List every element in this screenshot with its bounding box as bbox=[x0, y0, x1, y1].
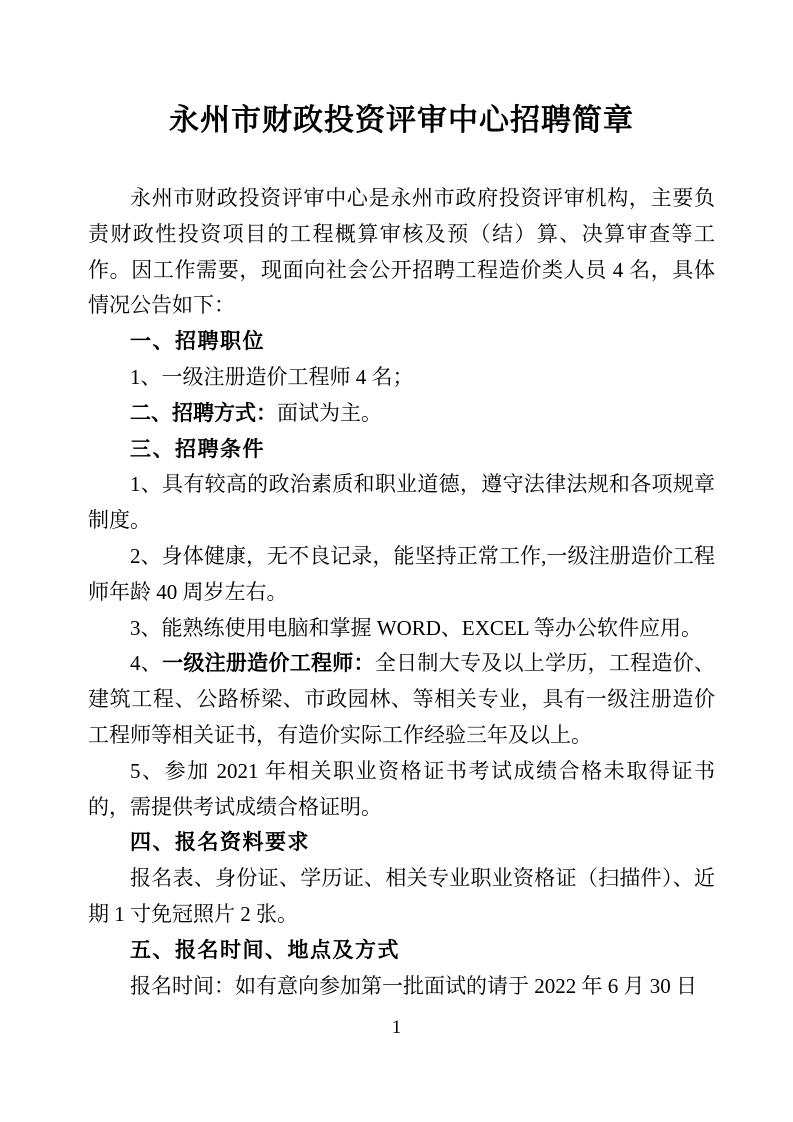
document-body bbox=[88, 181, 715, 1004]
section-2-heading: 二、招聘方式： bbox=[130, 401, 277, 425]
section-3-item-3: 3、能熟练使用电脑和掌握 WORD、EXCEL 等办公软件应用。 bbox=[130, 615, 703, 640]
section-4-item-1: 报名表、身份证、学历证、相关专业职业资格证（扫描件）、近期 1 寸免冠照片 2 张。 bbox=[88, 866, 715, 926]
paragraph-intro: 永州市财政投资评审中心是永州市政府投资评审机构，主要负责财政性投资项目的工程概算审核及预（结）算、决算审查等工作。因工作需要，现面向社会公开招聘工程造价类人员 4 名，具体情况公告如下： bbox=[88, 186, 715, 318]
section-2-line bbox=[88, 396, 715, 432]
section-3-item-2: 2、身体健康，无不良记录，能坚持正常工作,一级注册造价工程师年龄 40 周岁左右。 bbox=[88, 543, 715, 604]
section-1-item-1: 1、一级注册造价工程师 4 名； bbox=[130, 364, 414, 389]
section-5-item-1: 报名时间：如有意向参加第一批面试的请于 2022 年 6 月 30 日 bbox=[130, 973, 697, 998]
section-3-item-4-text: 全日制大专及以上学历，工程造价、建筑工程、公路桥梁、市政园林、等相关专业，具有一级注册造价工程师等相关证书，有造价实际工作经验三年及以上。 bbox=[88, 651, 716, 747]
section-3-item-4-number: 4、 bbox=[130, 651, 163, 676]
section-4-heading: 四、报名资料要求 bbox=[130, 831, 310, 855]
section-2-body: 面试为主。 bbox=[277, 400, 382, 425]
section-1-heading: 一、招聘职位 bbox=[130, 330, 265, 354]
section-3-item-4-bold-label: 一级注册造价工程师： bbox=[162, 652, 375, 676]
section-3-heading: 三、招聘条件 bbox=[130, 437, 265, 461]
section-5-heading: 五、报名时间、地点及方式 bbox=[130, 938, 400, 962]
page-number: 1 bbox=[391, 1017, 402, 1038]
section-3-item-1: 1、具有较高的政治素质和职业道德，遵守法律法规和各项规章制度。 bbox=[88, 472, 715, 533]
section-3-item-5: 5、参加 2021 年相关职业资格证书考试成绩合格未取得证书的，需提供考试成绩合格证明。 bbox=[88, 758, 715, 819]
section-3-item-4 bbox=[88, 646, 715, 753]
document-title: 永州市财政投资评审中心招聘简章 bbox=[169, 104, 634, 137]
